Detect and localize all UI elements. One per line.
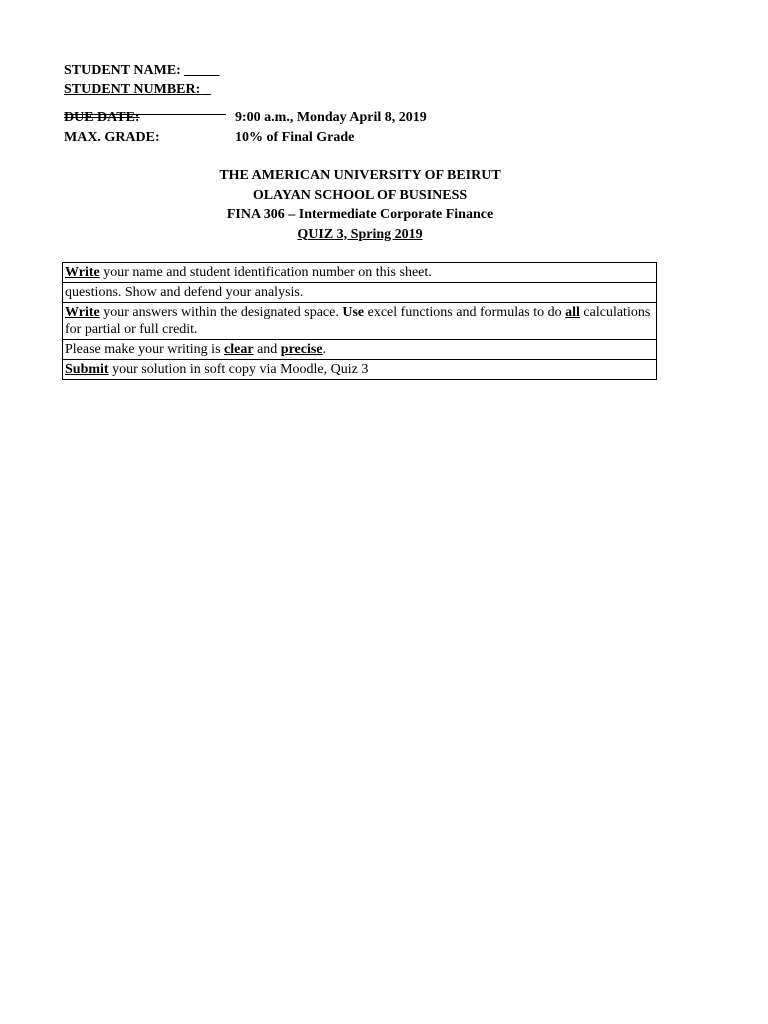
- instruction-keyword: Submit: [65, 362, 109, 377]
- max-grade-label: MAX. GRADE:: [64, 130, 160, 145]
- instruction-text: your answers within the designated space.: [99, 305, 343, 320]
- student-name-label: STUDENT NAME:: [64, 63, 181, 78]
- student-number-line: [64, 82, 211, 98]
- quiz-title: QUIZ 3, Spring 2019: [297, 226, 423, 242]
- instructions-table: [62, 262, 657, 380]
- instruction-keyword: Write: [65, 305, 100, 320]
- instruction-row: [63, 360, 657, 380]
- school-title: OLAYAN SCHOOL OF BUSINESS: [252, 187, 468, 203]
- instruction-text: and: [253, 342, 281, 357]
- instruction-text: .: [322, 342, 327, 357]
- university-title: THE AMERICAN UNIVERSITY OF BEIRUT: [219, 168, 501, 183]
- instruction-cell-2: [63, 283, 657, 303]
- instruction-cell-5: [63, 360, 657, 380]
- instruction-cell-3: [63, 303, 657, 340]
- due-date-value: 9:00 a.m., Monday April 8, 2019: [235, 110, 427, 125]
- instruction-text: Please make your writing is: [65, 342, 225, 357]
- student-name-line: [64, 63, 219, 79]
- instruction-keyword: Write: [65, 265, 100, 280]
- instruction-text: excel functions and formulas to do: [364, 305, 566, 320]
- instruction-keyword: all: [565, 305, 580, 320]
- instruction-keyword: precise: [280, 342, 323, 357]
- student-number-label: STUDENT NUMBER:: [64, 82, 201, 97]
- due-date-label: DUE DATE:: [64, 110, 140, 125]
- instruction-row: [63, 340, 657, 360]
- instruction-text: your name and student identification number on this sheet.: [99, 265, 432, 280]
- due-date-rule: [64, 114, 226, 115]
- instruction-cell-4: [63, 340, 657, 360]
- student-number-blank: _: [203, 82, 211, 97]
- instruction-text: calculations for partial or full credit.: [65, 305, 651, 337]
- instruction-keyword: Use: [342, 305, 365, 320]
- student-name-blank: _____: [184, 63, 220, 78]
- instruction-row: [63, 263, 657, 283]
- instruction-row: [63, 303, 657, 340]
- title-block: [60, 166, 660, 244]
- instruction-text: questions. Show and defend your analysis.: [65, 285, 304, 300]
- course-title: FINA 306 – Intermediate Corporate Finance: [226, 207, 494, 222]
- instruction-row: [63, 283, 657, 303]
- instruction-keyword: clear: [224, 342, 254, 357]
- max-grade-value: 10% of Final Grade: [235, 130, 355, 145]
- instruction-cell-1: [63, 263, 657, 283]
- instruction-text: your solution in soft copy via Moodle, Quiz 3: [108, 362, 369, 377]
